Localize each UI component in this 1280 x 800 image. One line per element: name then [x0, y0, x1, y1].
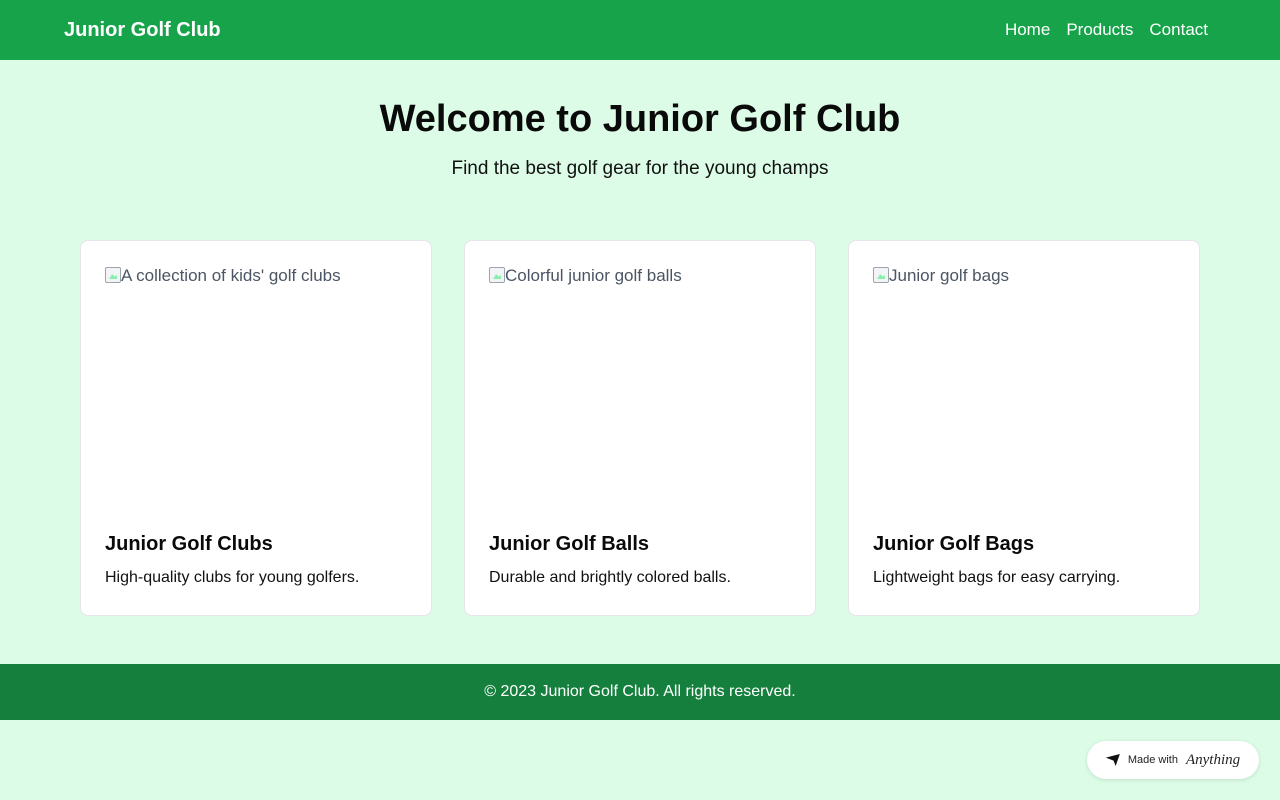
product-image	[105, 265, 407, 505]
product-card-clubs	[80, 240, 432, 616]
broken-image-icon	[489, 267, 505, 283]
footer-copyright: © 2023 Junior Golf Club. All rights reserved.	[484, 683, 796, 700]
brand-logo-link[interactable]: Junior Golf Club	[64, 19, 221, 41]
badge-prefix: Made with	[1127, 754, 1178, 766]
product-image	[489, 265, 791, 505]
product-image-alt: Colorful junior golf balls	[505, 266, 682, 285]
nav-links	[1005, 0, 1208, 60]
product-image	[873, 265, 1175, 505]
product-description: High-quality clubs for young golfers.	[105, 569, 360, 586]
nav-link-products[interactable]: Products	[1066, 20, 1134, 39]
hero-title: Welcome to Junior Golf Club	[379, 98, 901, 140]
product-description: Durable and brightly colored balls.	[489, 569, 731, 586]
product-card-balls	[464, 240, 816, 616]
product-image-alt: A collection of kids' golf clubs	[121, 266, 341, 285]
nav-link-contact[interactable]: Contact	[1149, 20, 1208, 39]
product-image-alt: Junior golf bags	[889, 266, 1010, 285]
product-title: Junior Golf Clubs	[105, 533, 273, 555]
badge-brand: Anything	[1185, 751, 1241, 768]
navbar	[0, 0, 1280, 60]
made-with-badge[interactable]	[1087, 741, 1259, 779]
broken-image-icon	[873, 267, 889, 283]
product-title: Junior Golf Bags	[873, 533, 1035, 555]
hero-subtitle: Find the best golf gear for the young champs	[451, 158, 829, 179]
product-card-bags	[848, 240, 1200, 616]
product-description: Lightweight bags for easy carrying.	[873, 569, 1121, 586]
anything-logo-icon	[1106, 754, 1120, 766]
nav-link-home[interactable]: Home	[1004, 20, 1051, 39]
broken-image-icon	[105, 267, 121, 283]
footer	[0, 664, 1280, 720]
product-title: Junior Golf Balls	[489, 533, 650, 555]
